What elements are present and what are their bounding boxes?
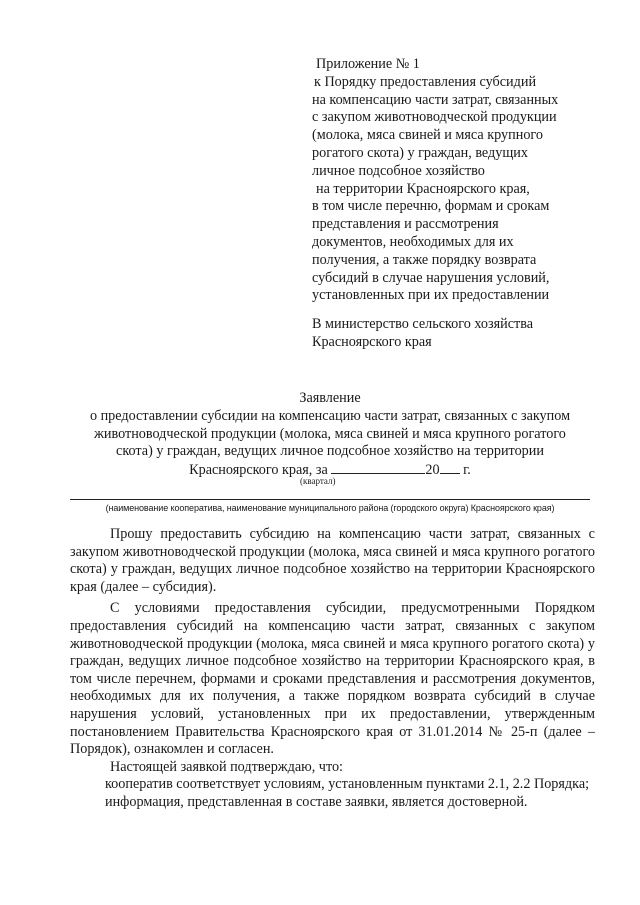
cooperative-name-line: [70, 499, 590, 500]
appendix-line: в том числе перечню, формам и срокам: [312, 198, 550, 215]
addressee-block: [312, 316, 612, 352]
body-paragraph: Прошу предоставить субсидию на компенсацию части затрат, связанных с закупом животноводческой продукции (молока, мяса свиней и мяса крупного рогатого скота) у граждан, ведущих личное подсобное хозяйство на территории Красноярского края (далее – субсидия).: [70, 526, 595, 595]
application-body: [70, 526, 595, 812]
addressee-line: В министерство сельского хозяйства: [312, 316, 534, 332]
application-heading: [60, 390, 600, 480]
body-paragraph: информация, представленная в составе заявки, является достоверной.: [105, 793, 528, 810]
year-suffix: г.: [463, 462, 471, 479]
addressee-line: Красноярского края: [312, 333, 432, 350]
appendix-line: к Порядку предоставления субсидий: [314, 73, 537, 90]
appendix-block: [312, 56, 612, 305]
appendix-line: на компенсацию части затрат, связанных: [312, 91, 559, 108]
year-prefix: 20: [425, 462, 440, 479]
appendix-title: Приложение № 1: [316, 56, 420, 72]
body-paragraph: кооператив соответствует условиям, установленным пунктами 2.1, 2.2 Порядка;: [105, 776, 590, 793]
heading-line: скота) у граждан, ведущих личное подсобное хозяйство на территории: [116, 443, 544, 460]
appendix-line: установленных при их предоставлении: [312, 287, 550, 304]
year-blank: [440, 461, 460, 474]
application-title: Заявление: [299, 390, 361, 406]
appendix-line: (молока, мяса свиней и мяса крупного: [312, 127, 543, 144]
body-paragraph: С условиями предоставления субсидии, предусмотренными Порядком предоставления субсидий на компенсацию части затрат, связанных с закупом животноводческой продукции (молока, мяса свиней и мяса крупного рогатого скота) у граждан, ведущих личное подсобное хозяйство на территории Красноярского края, в том числе перечнем, формами и сроками представления и рассмотрения документов, необходимых для их получения, а также порядком возврата субсидий в случае нарушения условий, установленных при их предоставлении, утвержденным постановлением Правительства Красноярского края от 31.01.2014 № 25-п (далее – Порядок), ознакомлен и согласен.: [70, 600, 595, 758]
body-paragraph: Настоящей заявкой подтверждаю, что:: [110, 758, 343, 775]
appendix-line: документов, необходимых для их: [312, 233, 514, 250]
cooperative-name-caption: (наименование кооператива, наименование муниципального района (городского округа) Красноярского края): [105, 503, 555, 513]
appendix-line: с закупом животноводческой продукции: [312, 109, 557, 126]
heading-line: животноводческой продукции (молока, мяса свиней и мяса крупного рогатого: [94, 425, 566, 442]
appendix-line: личное подсобное хозяйство: [312, 162, 485, 179]
heading-line: о предоставлении субсидии на компенсацию части затрат, связанных с закупом: [89, 407, 571, 424]
appendix-line: получения, а также порядку возврата: [312, 251, 537, 268]
appendix-line: рогатого скота) у граждан, ведущих: [312, 144, 528, 161]
appendix-line: на территории Красноярского края,: [316, 180, 530, 197]
period-prefix: Красноярского края, за: [189, 462, 328, 479]
appendix-line: представления и рассмотрения: [312, 216, 499, 233]
quarter-caption: (квартал): [300, 476, 336, 486]
appendix-line: субсидий в случае нарушения условий,: [312, 269, 550, 286]
quarter-blank: [331, 461, 425, 474]
